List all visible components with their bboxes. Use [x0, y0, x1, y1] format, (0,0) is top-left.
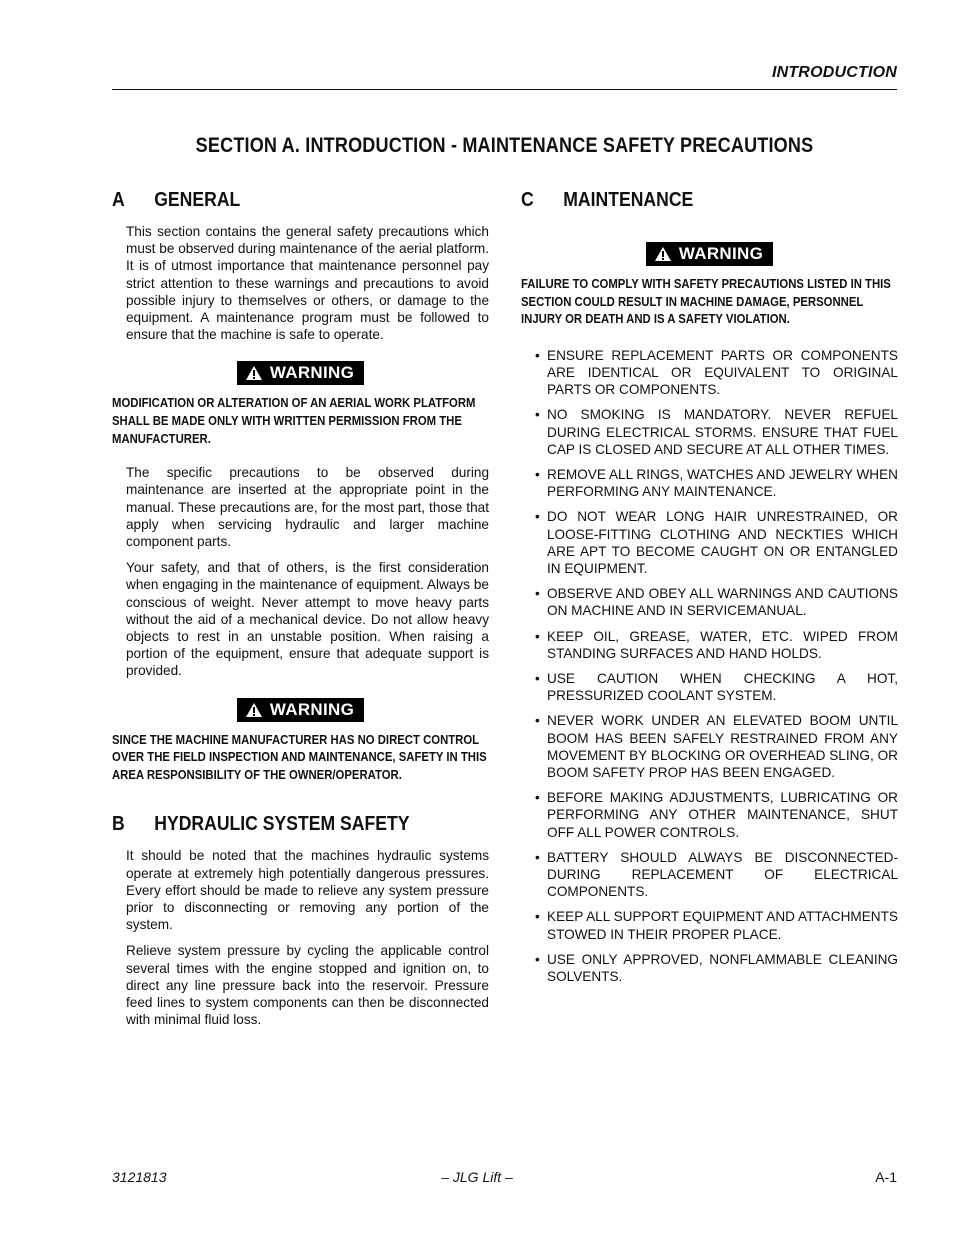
- bullet-icon: •: [535, 671, 540, 687]
- warning-3-text: FAILURE TO COMPLY WITH SAFETY PRECAUTIONS LISTED IN THIS SECTION COULD RESULT IN MACHINE DAMAGE, PERSONNEL INJURY OR DEATH AND IS A SAFETY VIOLATION.: [521, 277, 891, 327]
- bullet-text: USE ONLY APPROVED, NONFLAMMABLE CLEANING SOLVENTS.: [547, 951, 898, 985]
- maintenance-bullet-item: [521, 951, 898, 985]
- section-c-title: MAINTENANCE: [563, 189, 694, 211]
- maintenance-bullet-item: [521, 347, 898, 399]
- section-a-para-3: Your safety, and that of others, is the first consideration when engaging in the maintenance of equipment. Always be conscious of weight. Never attempt to move heavy parts without the aid of a mechanical device. Do not allow heavy objects to rest in an unstable position. When raising a portion of the equipment, ensure that adequate support is provided.: [126, 560, 489, 679]
- bullet-icon: •: [535, 951, 540, 967]
- warning-3: [521, 242, 898, 267]
- section-a-title: GENERAL: [154, 189, 241, 211]
- warning-badge: [646, 242, 773, 266]
- section-a-heading: [112, 188, 444, 212]
- maintenance-bullet-item: [521, 628, 898, 662]
- bullet-icon: •: [535, 713, 540, 729]
- bullet-text: BEFORE MAKING ADJUSTMENTS, LUBRICATING OR PERFORMING ANY OTHER MAINTENANCE, SHUT OFF ALL POWER CONTROLS.: [547, 790, 898, 840]
- warning-badge: [237, 361, 364, 385]
- bullet-text: USE CAUTION WHEN CHECKING A HOT, PRESSURIZED COOLANT SYSTEM.: [547, 671, 898, 704]
- bullet-text: KEEP ALL SUPPORT EQUIPMENT AND ATTACHMENTS STOWED IN THEIR PROPER PLACE.: [547, 909, 898, 942]
- warning-2-text: SINCE THE MACHINE MANUFACTURER HAS NO DIRECT CONTROL OVER THE FIELD INSPECTION AND MAINTENANCE, SAFETY IN THIS AREA RESPONSIBILITY OF THE OWNER/OPERATOR.: [112, 732, 487, 782]
- section-b: [112, 812, 489, 1028]
- maintenance-bullet-item: [521, 466, 898, 500]
- bullet-text: ENSURE REPLACEMENT PARTS OR COMPONENTS ARE IDENTICAL OR EQUIVALENT TO ORIGINAL PARTS OR COMPONENTS.: [547, 347, 898, 398]
- maintenance-bullet-item: [521, 508, 898, 577]
- section-b-title: HYDRAULIC SYSTEM SAFETY: [154, 813, 410, 836]
- maintenance-bullet-item: [521, 712, 898, 781]
- bullet-text: NEVER WORK UNDER AN ELEVATED BOOM UNTIL BOOM HAS BEEN SAFELY RESTRAINED FROM ANY MOVEMENT BY BLOCKING OR OVERHEAD SLING, OR BOOM SAFETY PROP HAS BEEN ENGAGED.: [547, 713, 898, 781]
- maintenance-bullet-item: [521, 908, 898, 942]
- bullet-icon: •: [535, 790, 540, 806]
- section-b-letter: B: [112, 813, 125, 836]
- warning-label: WARNING: [678, 244, 764, 263]
- bullet-icon: •: [535, 347, 540, 363]
- bullet-text: REMOVE ALL RINGS, WATCHES AND JEWELRY WHEN PERFORMING ANY MAINTENANCE.: [547, 467, 898, 500]
- bullet-text: DO NOT WEAR LONG HAIR UNRESTRAINED, OR LOOSE-FITTING CLOTHING AND NECKTIES WHICH ARE APT TO BECOME CAUGHT ON OR ENTANGLED IN EQUIPMENT.: [547, 509, 898, 577]
- warning-badge: [237, 698, 364, 722]
- bullet-icon: •: [535, 407, 540, 423]
- page-title: SECTION A. INTRODUCTION - MAINTENANCE SAFETY PRECAUTIONS: [195, 134, 814, 157]
- maintenance-bullet-item: [521, 670, 898, 704]
- right-column: [521, 188, 898, 993]
- section-b-heading: [112, 812, 444, 836]
- section-a-para-1: This section contains the general safety precautions which must be observed during maintenance of the aerial platform. It is of utmost importance that maintenance personnel pay strict attention to these warnings and precautions to avoid possible injury to themselves or others, or damage to the equipment. A maintenance program must be followed to ensure that the machine is safe to operate.: [126, 224, 489, 343]
- section-c-letter: C: [521, 189, 534, 211]
- section-b-para-2: Relieve system pressure by cycling the applicable control several times with the engine stopped and ignition on, to direct any line pressure back into the reservoir. Pressure feed lines to system components can then be disconnected with minimal fluid loss.: [126, 943, 489, 1028]
- bullet-icon: •: [535, 467, 540, 482]
- running-head: INTRODUCTION: [771, 64, 897, 81]
- warning-triangle-icon: [245, 702, 263, 718]
- maintenance-bullet-item: [521, 585, 898, 619]
- header-rule: [112, 89, 897, 90]
- maintenance-bullet-item: [521, 849, 898, 901]
- bullet-text: OBSERVE AND OBEY ALL WARNINGS AND CAUTIONS ON MACHINE AND IN SERVICEMANUAL.: [547, 586, 898, 619]
- section-a-para-2: The specific precautions to be observed during maintenance are inserted at the appropriate point in the manual. These precautions are, for the most part, those that apply when servicing hydraulic and larger machine component parts.: [126, 465, 489, 550]
- footer-doc-number: 3121813: [112, 1169, 167, 1185]
- warning-1: [112, 361, 489, 386]
- warning-triangle-icon: [654, 246, 672, 262]
- bullet-icon: •: [535, 849, 540, 865]
- warning-triangle-icon: [245, 365, 263, 381]
- bullet-text: NO SMOKING IS MANDATORY. NEVER REFUEL DURING ELECTRICAL STORMS. ENSURE THAT FUEL CAP IS CLOSED AND SECURE AT ALL OTHER TIMES.: [547, 407, 898, 457]
- warning-1-text: MODIFICATION OR ALTERATION OF AN AERIAL WORK PLATFORM SHALL BE MADE ONLY WITH WRITTEN PERMISSION FROM THE MANUFACTURER.: [112, 396, 476, 446]
- left-column: [112, 188, 489, 1037]
- bullet-icon: •: [535, 586, 540, 602]
- bullet-text: BATTERY SHOULD ALWAYS BE DISCONNECTED-DURING REPLACEMENT OF ELECTRICAL COMPONENTS.: [547, 849, 898, 900]
- footer-page-number: A-1: [875, 1169, 897, 1185]
- section-c-heading: [521, 188, 853, 212]
- warning-label: WARNING: [269, 363, 355, 383]
- footer-brand: – JLG Lift –: [441, 1169, 513, 1185]
- section-b-para-1: It should be noted that the machines hydraulic systems operate at extremely high potentially dangerous pressures. Every effort should be made to relieve any system pressure prior to disconnecting or removing any portion of the system.: [126, 848, 489, 933]
- maintenance-bullet-item: [521, 789, 898, 841]
- maintenance-bullet-list: [521, 347, 898, 986]
- bullet-icon: •: [535, 909, 540, 925]
- maintenance-bullet-item: [521, 406, 898, 458]
- section-a-letter: A: [112, 189, 125, 211]
- bullet-text: KEEP OIL, GREASE, WATER, ETC. WIPED FROM STANDING SURFACES AND HAND HOLDS.: [547, 628, 898, 661]
- bullet-icon: •: [535, 628, 540, 644]
- bullet-icon: •: [535, 509, 540, 525]
- warning-2: [112, 698, 489, 723]
- warning-label: WARNING: [269, 699, 355, 719]
